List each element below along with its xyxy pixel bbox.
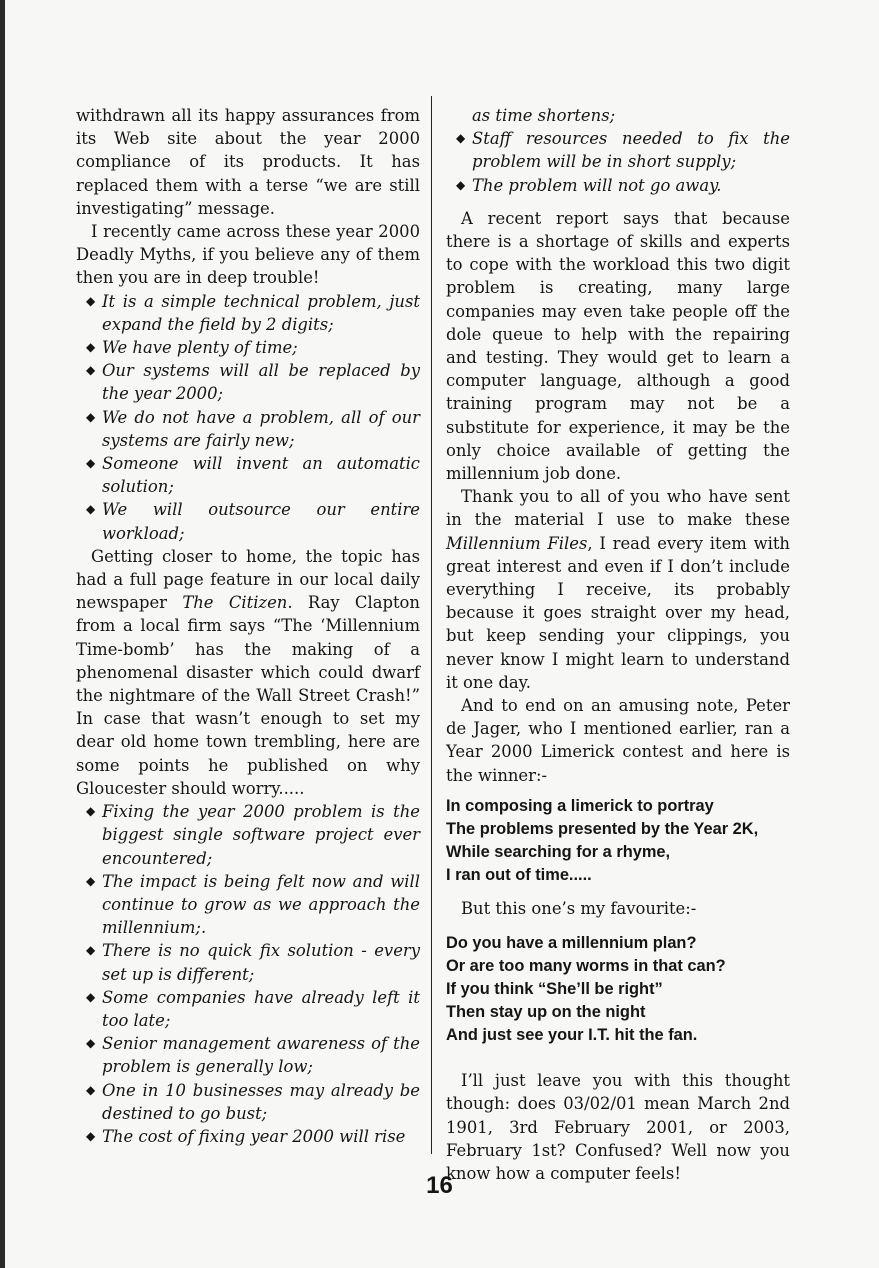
poem-line: Or are too many worms in that can? — [446, 957, 726, 976]
paragraph-continued: withdrawn all its happy assurances from its Web site about the year 2000 compliance of its products. It has replaced them with a terse “we are still investigating” message. — [76, 106, 420, 218]
paragraph-deadly-myths-intro: I recently came across these year 2000 Deadly Myths, if you believe any of them then you are in deep trouble! — [76, 222, 420, 288]
list-item: ◆ Someone will invent an automatic solution; — [86, 454, 420, 497]
bullet-icon: ◆ — [86, 989, 96, 1004]
list-item: ◆ Staff resources needed to fix the problem will be in short supply; — [456, 129, 790, 172]
right-column — [446, 104, 790, 1185]
newspaper-title: The Citizen — [182, 593, 288, 613]
paragraph-skills-shortage: A recent report says that because there is a shortage of skills and experts to cope with the workload this two digit problem is creating, many large companies may even take people off the dole queue to help with the repairing and testing. They would get to learn a computer language, although a good training program may not be a substitute for experience, it may be the only choice available of getting the millennium job done. — [446, 208, 790, 484]
bullet-icon: ◆ — [86, 456, 96, 471]
poem-line: The problems presented by the Year 2K, — [446, 819, 759, 838]
poem-line: I ran out of time..... — [446, 865, 592, 884]
bullet-icon: ◆ — [86, 502, 96, 517]
deadly-myths-list — [76, 290, 420, 545]
poem-line: While searching for a rhyme, — [446, 842, 671, 861]
bullet-icon: ◆ — [86, 293, 96, 308]
column-title: Millennium Files — [446, 533, 588, 553]
paragraph-closing-thought: I’ll just leave you with this thought though: does 03/02/01 mean March 2nd 1901, 3rd February 2001, or 2003, February 1st? Confused? Well now you know how a computer feels! — [446, 1071, 790, 1183]
bullet-icon: ◆ — [86, 363, 96, 378]
list-item: ◆ Some companies have already left it too late; — [86, 987, 420, 1030]
gloucester-points-list-continued — [446, 104, 790, 197]
favourite-intro: But this one’s my favourite:- — [461, 898, 697, 918]
left-column — [76, 104, 420, 1148]
column-divider — [431, 96, 432, 1154]
list-item: ◆ We will outsource our entire workload; — [86, 500, 420, 543]
list-item: ◆ The impact is being felt now and will continue to grow as we approach the millennium;. — [86, 871, 420, 938]
poem-line: If you think “She’ll be right” — [446, 980, 663, 999]
page-number: 16 — [426, 1172, 453, 1199]
list-item: ◆ Fixing the year 2000 problem is the biggest single software project ever encountered; — [86, 802, 420, 868]
list-item: ◆ We have plenty of time; — [76, 336, 420, 359]
favourite-limerick — [446, 932, 790, 1047]
list-item: ◆ We do not have a problem, all of our systems are fairly new; — [86, 407, 420, 450]
bullet-icon: ◆ — [86, 804, 96, 819]
poem-line: In composing a limerick to portray — [446, 796, 714, 815]
paragraph-thank-you: Thank you to all of you who have sent in the material I use to make these Millennium Files, I read every item with great interest and even if I don’t include everything I receive, its probably because it goes straight over my head, but keep sending your clippings, you never know I might learn to understand it one day. — [446, 487, 790, 692]
bullet-icon: ◆ — [86, 1128, 96, 1143]
bullet-icon: ◆ — [456, 177, 466, 192]
page-edge-shadow — [0, 0, 5, 1268]
bullet-icon: ◆ — [456, 131, 466, 146]
list-item: ◆ There is no quick fix solution - every set up is different; — [86, 941, 420, 984]
bullet-icon: ◆ — [86, 873, 96, 888]
poem-line: Do you have a millennium plan? — [446, 934, 697, 953]
bullet-icon: ◆ — [86, 409, 96, 424]
list-item: ◆ The cost of fixing year 2000 will rise — [76, 1125, 420, 1148]
paragraph-limerick-intro: And to end on an amusing note, Peter de Jager, who I mentioned earlier, ran a Year 2000 Limerick contest and here is the winner:- — [446, 696, 790, 785]
list-item: ◆ It is a simple technical problem, just expand the field by 2 digits; — [86, 291, 420, 334]
list-item: ◆ Our systems will all be replaced by the year 2000; — [86, 361, 420, 404]
bullet-icon: ◆ — [86, 943, 96, 958]
list-item-continued: as time shortens; — [472, 106, 616, 125]
list-item: ◆ The problem will not go away. — [446, 174, 790, 197]
list-item: ◆ One in 10 businesses may already be destined to go bust; — [86, 1080, 420, 1123]
list-item: ◆ Senior management awareness of the problem is generally low; — [86, 1034, 420, 1077]
bullet-icon: ◆ — [86, 340, 96, 355]
gloucester-points-list — [76, 800, 420, 1148]
paragraph-local-news: Getting closer to home, the topic has had a full page feature in our local daily newspaper The Citizen. Ray Clapton from a local firm says “The ‘Millennium Time-bomb’ has the making of a phenomenal disaster which could dwarf the nightmare of the Wall Street Crash!” In case that wasn’t enough to set my dear old home town trembling, here are some points he published on why Gloucester should worry..... — [76, 546, 420, 798]
bullet-icon: ◆ — [86, 1036, 96, 1051]
winning-limerick — [446, 795, 790, 887]
bullet-icon: ◆ — [86, 1082, 96, 1097]
poem-line: And just see your I.T. hit the fan. — [446, 1026, 698, 1045]
poem-line: Then stay up on the night — [446, 1003, 646, 1022]
